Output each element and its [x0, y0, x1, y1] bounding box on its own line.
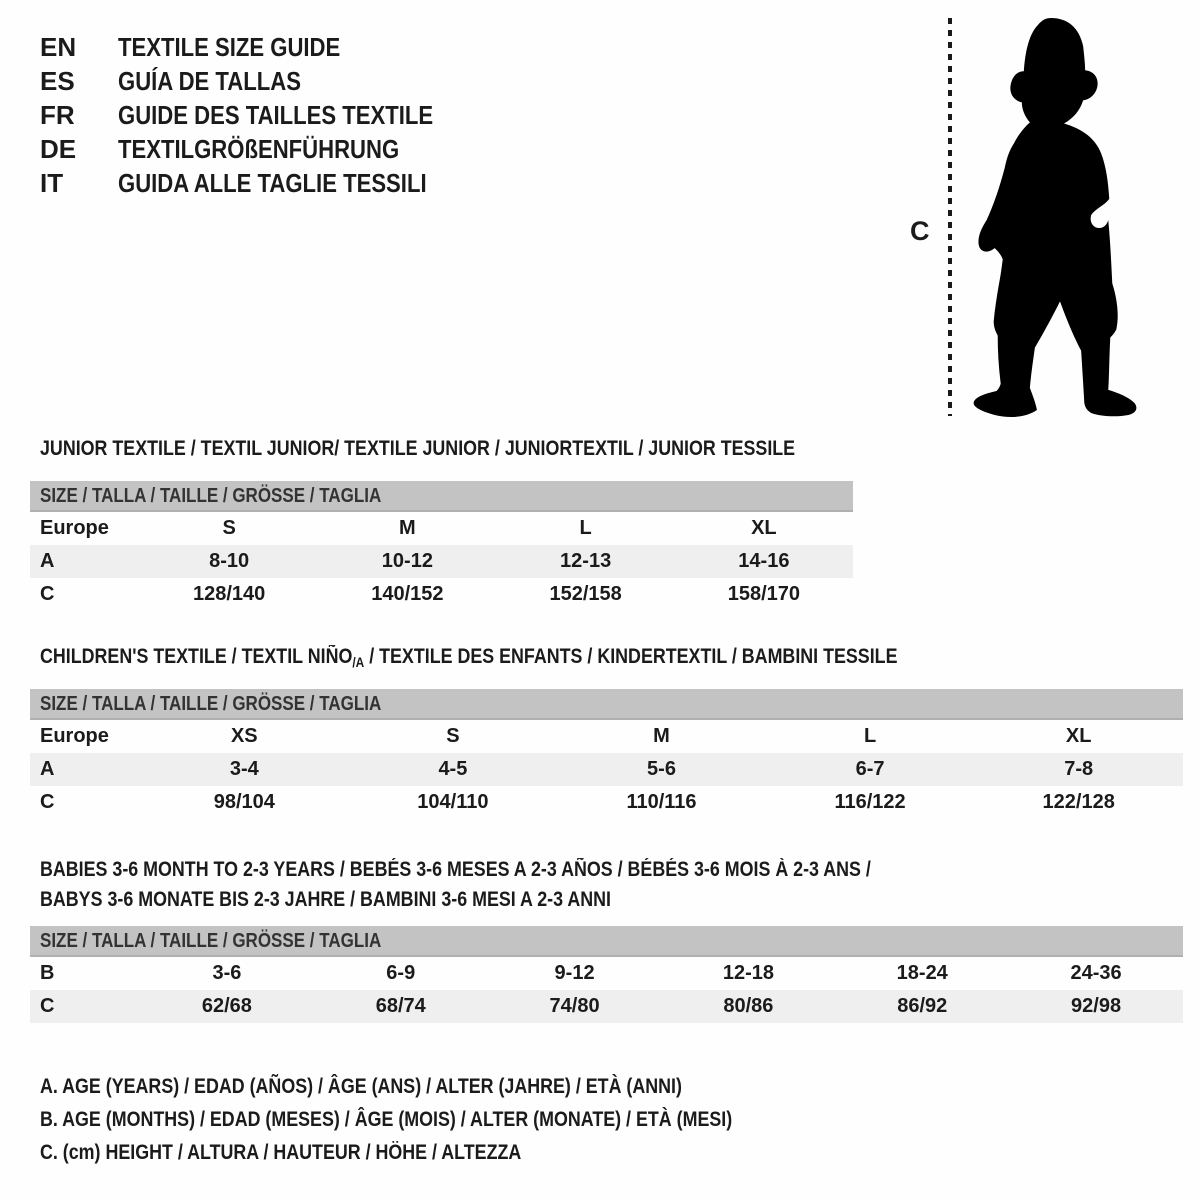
language-row-en	[40, 30, 489, 64]
table-cell: S	[222, 517, 236, 539]
table-cell: 74/80	[549, 995, 600, 1017]
row-label: A	[40, 550, 55, 572]
table-cell: 92/98	[1071, 995, 1122, 1017]
table-row	[30, 753, 1183, 786]
size-table-header-text: SIZE / TALLA / TAILLE / GRÖSSE / TAGLIA	[40, 485, 382, 507]
row-label: C	[40, 995, 55, 1017]
table-cell: 140/152	[371, 583, 444, 605]
junior-section-title	[40, 437, 928, 461]
language-code: ES	[40, 66, 75, 96]
language-row-fr	[40, 98, 489, 132]
table-cell: 7-8	[1064, 758, 1094, 780]
table-cell: 158/170	[727, 583, 801, 605]
table-cell: 8-10	[209, 550, 250, 572]
table-cell: 10-12	[381, 550, 433, 572]
table-cell: 122/128	[1042, 791, 1115, 813]
language-title: GUÍA DE TALLAS	[118, 66, 301, 96]
language-code: DE	[40, 134, 77, 164]
row-label: C	[40, 791, 55, 813]
height-measure-label: C	[910, 216, 930, 246]
babies-section-title	[40, 855, 1018, 915]
size-table-header-text: SIZE / TALLA / TAILLE / GRÖSSE / TAGLIA	[40, 693, 382, 715]
table-cell: 86/92	[897, 995, 948, 1017]
table-row	[30, 957, 1183, 990]
table-cell: 3-6	[212, 962, 242, 984]
legend-line-a: A. AGE (YEARS) / EDAD (AÑOS) / ÂGE (ANS) / ALTER (JAHRE) / ETÀ (ANNI)	[40, 1075, 682, 1098]
table-cell: 104/110	[417, 791, 489, 813]
table-cell: 3-4	[229, 758, 259, 780]
row-label: B	[40, 962, 55, 984]
table-cell: 80/86	[723, 995, 774, 1017]
table-cell: S	[446, 725, 460, 747]
baby-silhouette-icon	[966, 16, 1148, 422]
table-row	[30, 512, 853, 545]
legend	[40, 1070, 854, 1169]
language-code: EN	[40, 32, 77, 62]
table-row	[30, 990, 1183, 1023]
legend-line-b: B. AGE (MONTHS) / EDAD (MESES) / ÂGE (MOIS) / ALTER (MONATE) / ETÀ (MESI)	[40, 1108, 733, 1131]
table-row	[30, 545, 853, 578]
row-label: Europe	[40, 725, 109, 747]
row-label: C	[40, 583, 55, 605]
table-cell: 6-7	[855, 758, 885, 780]
table-cell: XL	[1065, 725, 1092, 747]
language-code: FR	[40, 100, 75, 130]
babies-title-line1: BABIES 3-6 MONTH TO 2-3 YEARS / BEBÉS 3-6 MESES A 2-3 AÑOS / BÉBÉS 3-6 MOIS À 2-3 ANS /	[40, 858, 871, 881]
babies-title-line2: BABYS 3-6 MONATE BIS 2-3 JAHRE / BAMBINI 3-6 MESI A 2-3 ANNI	[40, 888, 611, 911]
table-cell: 14-16	[738, 550, 790, 572]
children-size-table	[30, 689, 1183, 819]
height-dashed-line	[948, 18, 952, 416]
junior-section-title-text: JUNIOR TEXTILE / TEXTIL JUNIOR/ TEXTILE JUNIOR / JUNIORTEXTIL / JUNIOR TESSILE	[40, 437, 796, 460]
language-code: IT	[40, 168, 64, 198]
language-row-es	[40, 64, 489, 98]
table-cell: 18-24	[896, 962, 948, 984]
language-title: GUIDE DES TAILLES TEXTILE	[118, 100, 434, 130]
size-table-header	[30, 926, 1183, 957]
row-label: Europe	[40, 517, 109, 539]
junior-size-table	[30, 481, 853, 611]
legend-line-c: C. (cm) HEIGHT / ALTURA / HAUTEUR / HÖHE / ALTEZZA	[40, 1141, 522, 1164]
table-cell: 62/68	[201, 995, 252, 1017]
table-cell: 12-18	[722, 962, 774, 984]
table-cell: L	[579, 517, 592, 539]
table-row	[30, 720, 1183, 753]
table-row	[30, 578, 853, 611]
table-cell: M	[399, 517, 416, 539]
table-cell: 128/140	[192, 583, 266, 605]
table-cell: 152/158	[549, 583, 622, 605]
children-section-title-text	[40, 645, 897, 670]
language-row-de	[40, 132, 489, 166]
table-cell: 24-36	[1070, 962, 1122, 984]
children-section-title	[40, 645, 1049, 670]
table-cell: 6-9	[386, 962, 416, 984]
language-title: TEXTILGRÖßENFÜHRUNG	[118, 134, 400, 164]
row-label: A	[40, 758, 55, 780]
children-title-suffix: / TEXTILE DES ENFANTS / KINDERTEXTIL / BAMBINI TESSILE	[364, 645, 898, 668]
table-cell: XS	[230, 725, 258, 747]
table-cell: M	[653, 725, 670, 747]
table-row	[30, 786, 1183, 819]
size-table-header-text: SIZE / TALLA / TAILLE / GRÖSSE / TAGLIA	[40, 930, 382, 952]
language-list	[40, 30, 489, 200]
table-cell: XL	[751, 517, 777, 539]
table-cell: 116/122	[834, 791, 906, 813]
table-cell: 12-13	[560, 550, 612, 572]
table-cell: 68/74	[375, 995, 426, 1017]
size-table-header	[30, 689, 1183, 720]
language-title: GUIDA ALLE TAGLIE TESSILI	[118, 168, 427, 198]
language-row-it	[40, 166, 489, 200]
children-title-prefix: CHILDREN'S TEXTILE / TEXTIL NIÑO	[40, 645, 353, 668]
size-table-header	[30, 481, 853, 512]
table-cell: L	[863, 725, 877, 747]
table-cell: 110/116	[626, 791, 697, 813]
table-cell: 9-12	[554, 962, 595, 984]
table-cell: 4-5	[438, 758, 468, 780]
table-cell: 5-6	[647, 758, 676, 780]
children-title-subscript: /A	[352, 654, 365, 670]
table-cell: 98/104	[213, 791, 275, 813]
babies-size-table	[30, 926, 1183, 1023]
language-title: TEXTILE SIZE GUIDE	[118, 32, 341, 62]
